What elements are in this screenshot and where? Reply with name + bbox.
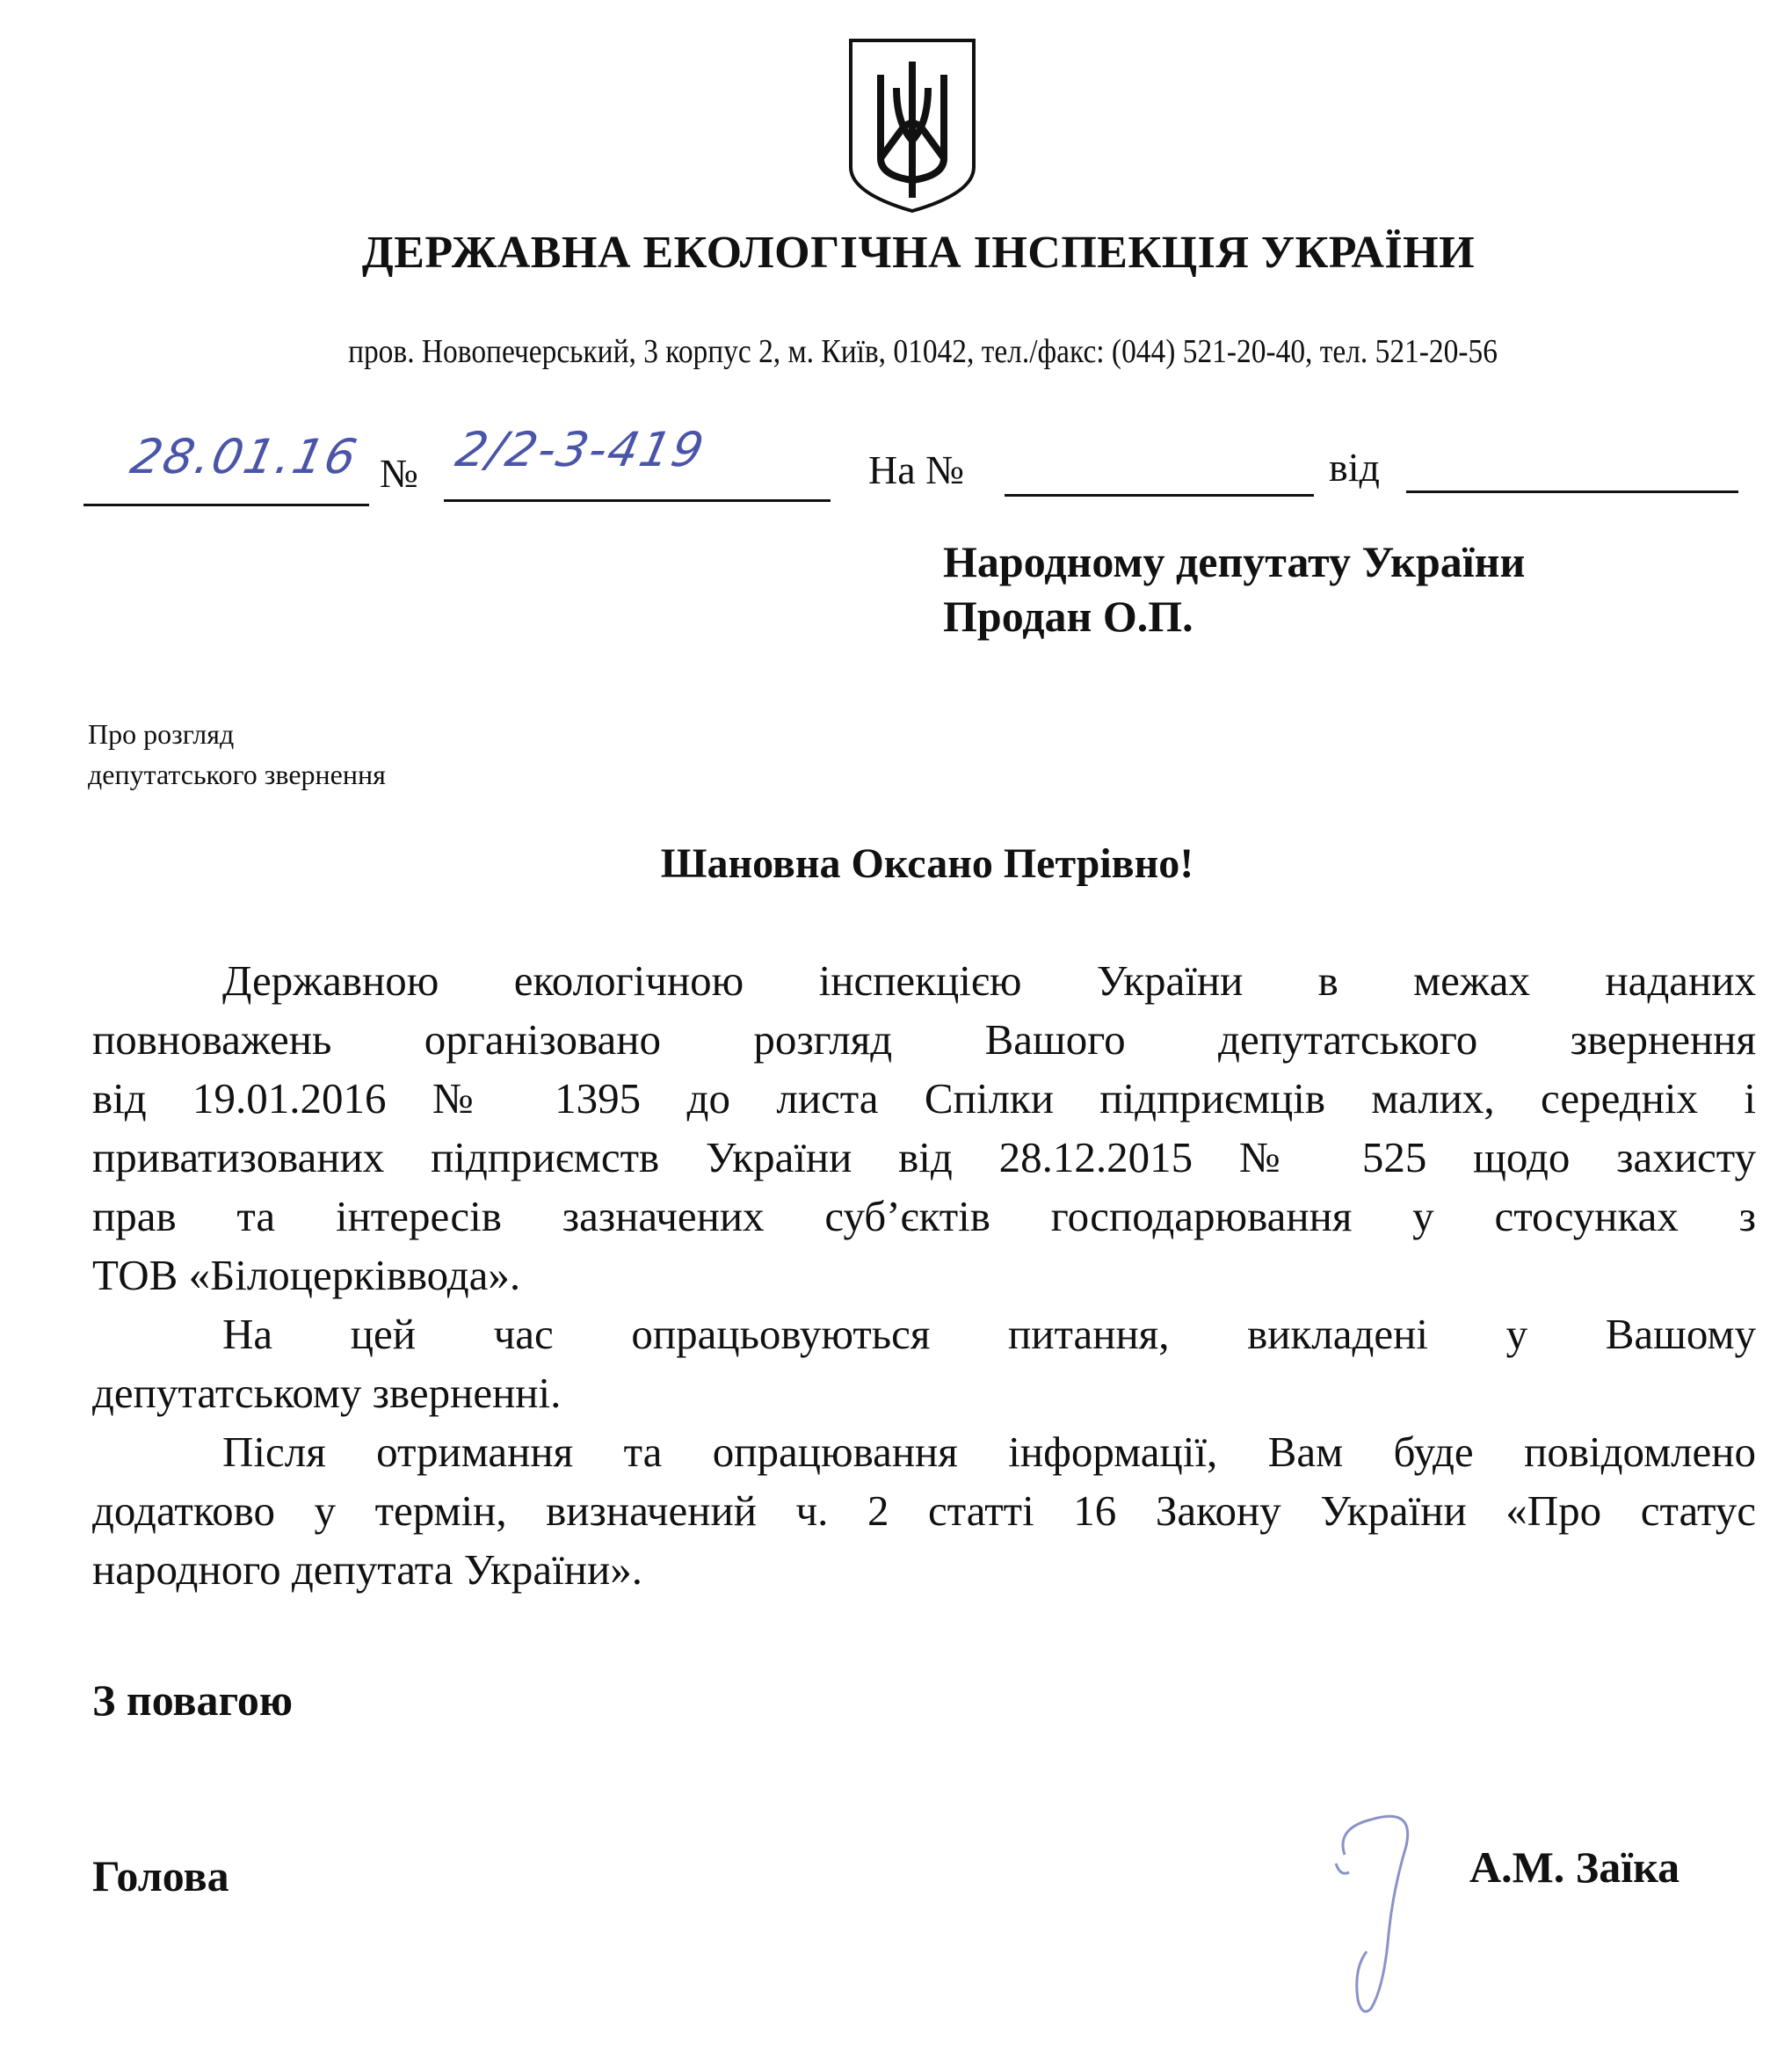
body-line: від 19.01.2016 № 1395 до листа Спілки підприємців малих, середніх і <box>92 1074 1756 1123</box>
paragraph <box>92 1304 1756 1422</box>
date-underline <box>83 504 369 506</box>
coat-of-arms-emblem <box>845 35 979 215</box>
organization-title: ДЕРЖАВНА ЕКОЛОГІЧНА ІНСПЕКЦІЯ УКРАЇНИ <box>361 228 1476 278</box>
body-line: народного депутата України». <box>92 1545 642 1594</box>
body-line: повноважень організовано розгляд Вашого депутатського звернення <box>92 1015 1756 1064</box>
subject <box>88 714 386 795</box>
closing: З повагою <box>92 1675 294 1725</box>
from-underline <box>1406 490 1738 493</box>
salutation: Шановна Оксано Петрівно! <box>660 840 1194 887</box>
number-label: № <box>380 451 418 496</box>
subject-line: Про розгляд <box>88 718 235 750</box>
body-line: приватизованих підприємств України від 28.12.2015 № 525 щодо захисту <box>92 1133 1756 1181</box>
signer-position: Голова <box>92 1851 229 1900</box>
body-line: депутатському зверненні. <box>92 1369 562 1417</box>
number-underline <box>444 499 831 502</box>
body-line: На цей час опрацьовуються питання, викладені у Вашому <box>222 1310 1756 1358</box>
letter-body <box>92 951 1756 1599</box>
organization-address: пров. Новопечерський, 3 корпус 2, м. Київ, 01042, тел./факс: (044) 521-20-40, тел. 521-20-56 <box>348 333 1498 370</box>
body-line: ТОВ «Білоцерківвода». <box>92 1251 521 1299</box>
handwritten-number: 2/2-3-419 <box>451 422 711 477</box>
paragraph <box>92 1422 1756 1599</box>
addressee-name: Продан О.П. <box>943 592 1193 641</box>
from-label: від <box>1329 445 1380 490</box>
handwritten-signature <box>1318 1793 1459 2022</box>
body-line: додатково у термін, визначений ч. 2 статті 16 Закону України «Про статус <box>92 1486 1756 1535</box>
body-line: Державною екологічною інспекцією України в межах наданих <box>222 956 1756 1005</box>
body-line: Після отримання та опрацювання інформації, Вам буде повідомлено <box>222 1428 1756 1476</box>
signer-name: А.М. Заїка <box>1469 1842 1680 1892</box>
addressee-title: Народному депутату України <box>943 537 1526 586</box>
reply-number-underline <box>1005 494 1314 497</box>
addressee <box>943 534 1525 643</box>
subject-line: депутатського звернення <box>88 759 386 790</box>
body-line: прав та інтересів зазначених суб’єктів господарювання у стосунках з <box>92 1192 1756 1240</box>
paragraph <box>92 951 1756 1304</box>
handwritten-date: 28.01.16 <box>126 429 364 484</box>
reply-number-label: На № <box>868 447 965 492</box>
